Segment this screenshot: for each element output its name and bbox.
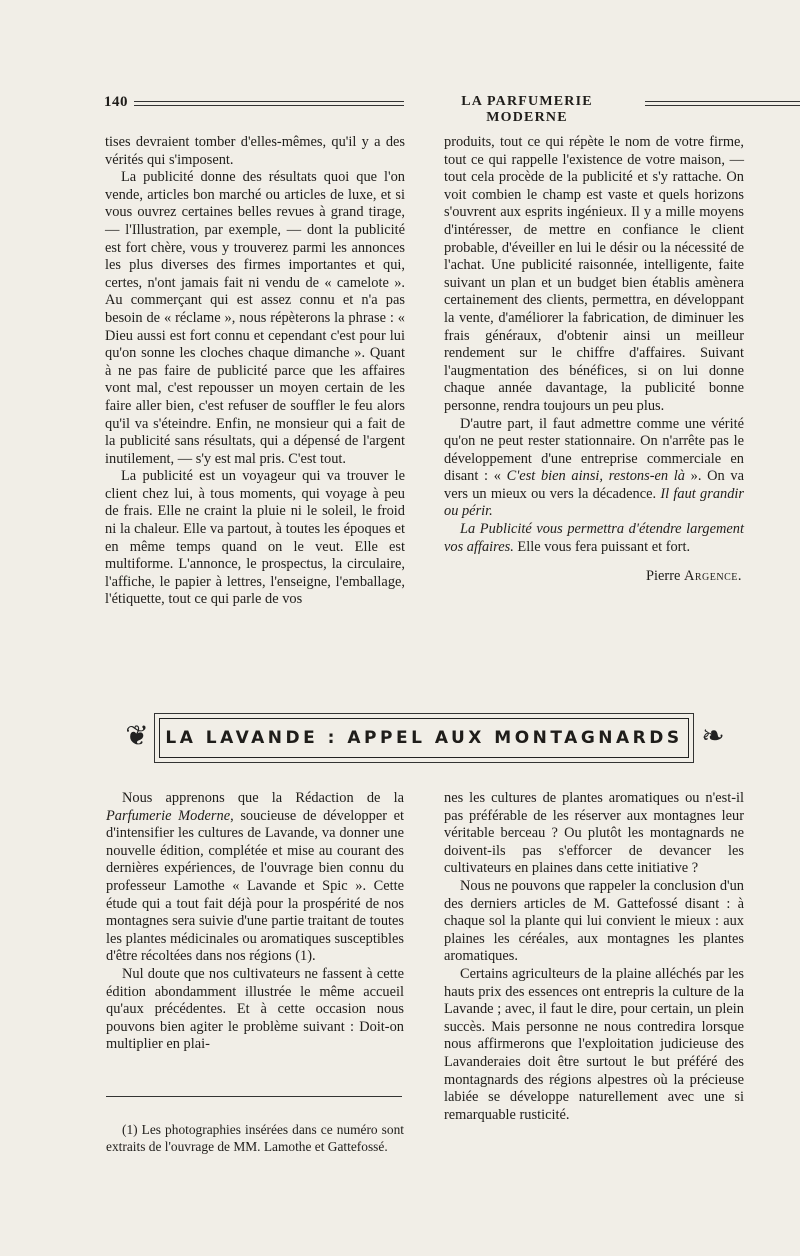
paragraph bbox=[106, 790, 404, 966]
author-first-name: Pierre bbox=[646, 568, 684, 585]
article-column-3 bbox=[106, 790, 404, 1054]
paragraph: Certains agriculteurs de la plaine alléchés par les hauts prix des essences ont entrepris la culture de la Lavande ; avec, il faut le dire, pour certain, un plein succès. Mais personne ne nous contredira lorsque nous affirmerons que l'exploitation judicieuse des Lavanderaies doit être surtout le but préféré des montagnards des régions alpestres où la précieuse labiée se développe naturellement avec une si remarquable rusticité. bbox=[444, 965, 744, 1123]
paragraph bbox=[444, 521, 744, 556]
footnote: (1) Les photographies insérées dans ce numéro sont extraits de l'ouvrage de MM. Lamothe et Gattefossé. bbox=[106, 1122, 404, 1155]
text-run: Elle vous fera puissant et fort. bbox=[513, 538, 691, 555]
section-title: LA LAVANDE : APPEL AUX MONTAGNARDS bbox=[165, 728, 683, 748]
author-signature bbox=[444, 568, 744, 586]
paragraph: produits, tout ce qui répète le nom de votre firme, tout ce qui rappelle l'existence de votre maison, — tout cela procède de la publicité et s'y rattache. On voit combien le champ est vaste et quels horizons s'ouvrent aux esprits ingénieux. Il y a mille moyens d'intéresser, de mettre en confiance le client probable, d'éveiller en lui le désir ou la nécessité de l'achat. Une publicité raisonnée, intelligente, faite suivant un plan et un budget bien établis amènera certainement des clients, permettra, en développant la vente, d'améliorer la fabrication, de diminuer les frais généraux, d'obtenir ainsi un meilleur rendement sur le chiffre d'affaires. Suivant l'augmentation des bénéfices, si on lui donne chaque année davantage, la publicité bonne personne, rendra toujours un peu plus. bbox=[444, 134, 744, 414]
text-run: ». On va vers un mieux ou vers la décadence. bbox=[444, 468, 744, 502]
italic-emphasis: Parfumerie Moderne bbox=[106, 807, 231, 824]
article-column-1 bbox=[105, 134, 405, 609]
header-rule-right bbox=[645, 101, 800, 106]
paragraph bbox=[444, 416, 744, 522]
paragraph: tises devraient tomber d'elles-mêmes, qu'il y a des vérités qui s'imposent. bbox=[105, 134, 405, 168]
italic-quote: C'est bien ainsi, restons-en là bbox=[506, 468, 685, 485]
running-title: LA PARFUMERIE MODERNE bbox=[461, 94, 593, 125]
header-rule-left bbox=[134, 101, 404, 106]
paragraph: nes les cultures de plantes aromatiques ou n'est-il pas préférable de les réserver aux montagnes leur véritable berceau ? Ou plutôt les montagnards ne doivent-ils pas s'efforcer de devancer les cultivateurs en plaines dans cette initiative ? bbox=[444, 790, 744, 877]
paragraph: La publicité donne des résultats quoi que l'on vende, articles bon marché ou articles de luxe, et si vous ouvrez certaines belles revues à grand tirage, — l'Illustration, par exemple, — dont la publicité est fort chère, vous y trouverez parmi les annonces les plus diverses des firmes importantes et qui, certes, n'ont jamais fait ni vendu de « camelote ». Au commerçant qui est assez connu et n'a pas besoin de « réclame », nous répèterons la phrase : « Dieu aussi est fort connu et cependant c'est pour lui qu'on sonne les cloches chaque dimanche ». Quant à ne pas faire de publicité parce que les affaires vont mal, c'est repousser un moyen certain de les faire aller bien, c'est refuser de souffler le feu alors qu'il va s'éteindre. Enfin, ne monsieur qui a fait de la publicité sans résultats, qui a dépensé de l'argent inutilement, — s'y est mal pris. C'est tout. bbox=[105, 169, 405, 467]
paragraph: Nul doute que nos cultivateurs ne fassent à cette édition abondamment illustrée le même accueil qu'aux précédentes. Et à cette occasion nous pouvons bien agiter le problème suivant : Doit-on multiplier en plai- bbox=[106, 965, 404, 1053]
text-run: Nous apprenons que la Rédaction de la bbox=[122, 790, 404, 806]
paragraph: Nous ne pouvons que rappeler la conclusion d'un des derniers articles de M. Gattefossé disant : à chaque sol la plante qui lui convient le mieux : aux plaines les céréales, aux montagnes les plantes aromatiques. bbox=[444, 877, 744, 965]
italic-emphasis: Il faut grandir ou périr. bbox=[444, 485, 744, 520]
article-column-4 bbox=[444, 790, 744, 1124]
page-header bbox=[104, 94, 740, 125]
page-number: 140 bbox=[104, 94, 128, 110]
fleuron-right-icon: ❧ bbox=[701, 721, 725, 752]
text-run: D'autre part, il faut admettre comme une vérité qu'on ne peut rester stationnaire. On n'arrête pas le développement d'une entreprise commerciale en disant : « bbox=[444, 415, 744, 485]
italic-emphasis: La Publicité vous permettra d'étendre largement vos affaires. bbox=[444, 521, 744, 555]
fleuron-left-icon: ❦ bbox=[125, 721, 149, 752]
text-run: , soucieuse de développer et d'intensifier les cultures de Lavande, va donner une nouvelle édition, complétée et mise au courant des dernières expériences, de l'ouvrage bien connu du professeur Lamothe « Lavande et Spic ». Cette étude qui a tout fait déjà pour la prospérité de nos montagnes sera suivie d'une partie traitant de toutes les plantes médicinales ou aromatiques susceptibles d'être récoltées dans nos régions (1). bbox=[106, 807, 404, 965]
footnote-rule bbox=[106, 1096, 402, 1097]
author-last-name: Argence. bbox=[684, 568, 742, 585]
section-banner bbox=[154, 713, 694, 763]
article-column-2 bbox=[444, 134, 744, 586]
paragraph: La publicité est un voyageur qui va trouver le client chez lui, à tous moments, qui voyage à peu de frais. Elle ne craint la pluie ni le soleil, le froid ni la chaleur. Elle va partout, à toutes les époques et en même temps quand on le veut. Elle est multiforme. L'annonce, le prospectus, la circulaire, l'affiche, le papier à lettres, l'enseigne, l'emballage, l'étiquette, tout ce qui parle de vos bbox=[105, 468, 405, 608]
section-banner-inner bbox=[159, 718, 689, 758]
